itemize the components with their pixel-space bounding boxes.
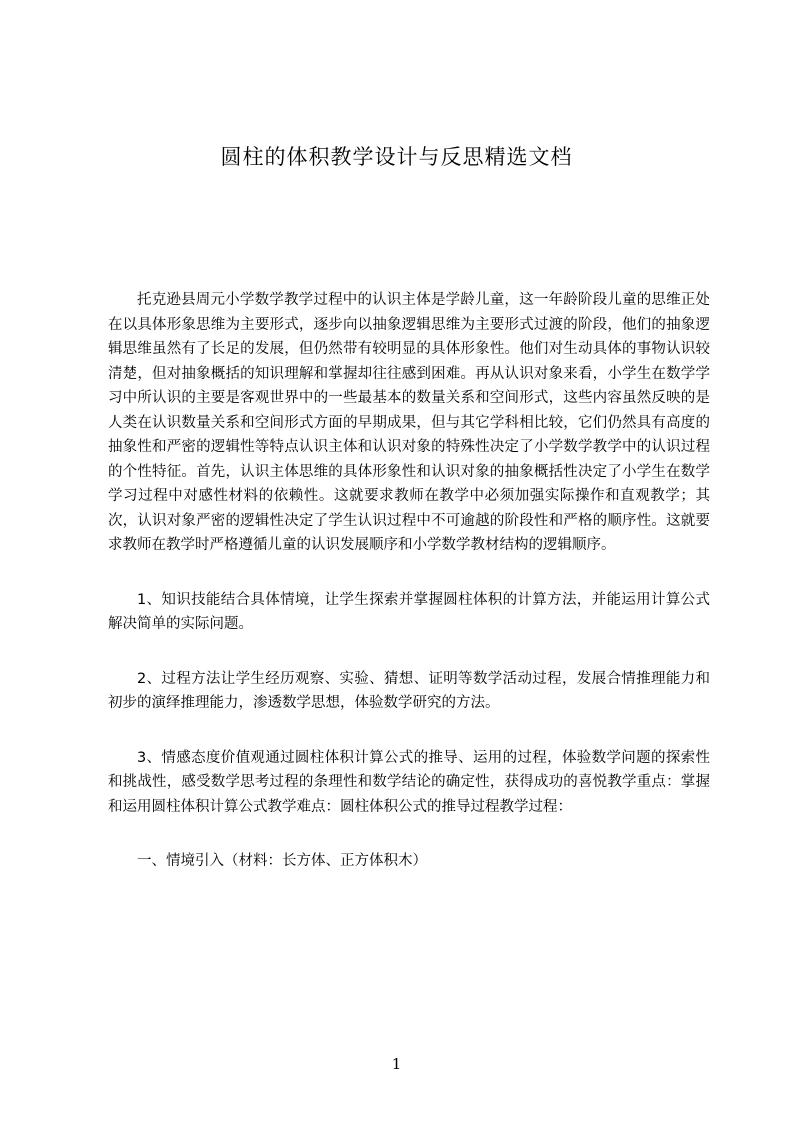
section-heading-intro: 一、情境引入（材料：长方体、正方体积木） xyxy=(137,853,427,869)
intro-paragraph: 托克逊县周元小学数学教学过程中的认识主体是学龄儿童，这一年龄阶段儿童的思维正处在以具体形象思维为主要形式，逐步向以抽象逻辑思维为主要形式过渡的阶段，他们的抽象逻辑思维虽然有了长足的发展，但仍然带有较明显的具体形象性。他们对生动具体的事物认识较清楚，但对抽象概括的知识理解和掌握却往往感到困难。再从认识对象来看，小学生在数学学习中所认识的主要是客观世界中的一些最基本的数量关系和空间形式，这些内容虽然反映的是人类在认识数量关系和空间形式方面的早期成果，但与其它学科相比较，它们仍然具有高度的抽象性和严密的逻辑性等特点认识主体和认识对象的特殊性决定了小学数学教学中的认识过程的个性特征。首先，认识主体思维的具体形象性和认识对象的抽象概括性决定了小学生在数学学习过程中对感性材料的依赖性。这就要求教师在教学中必须加强实际操作和直观教学；其次，认识对象严密的逻辑性决定了学生认识过程中不可逾越的阶段性和严格的顺序性。这就要求教师在教学时严格遵循儿童的认识发展顺序和小学数学教材结构的逻辑顺序。 xyxy=(108,292,710,553)
objective-process-paragraph: 2、过程方法让学生经历观察、实验、猜想、证明等数学活动过程，发展合情推理能力和初步的演绎推理能力，渗透数学思想，体验数学研究的方法。 xyxy=(108,670,710,711)
document-title: 圆柱的体积教学设计与反思精选文档 xyxy=(220,145,573,169)
paragraph-gap xyxy=(108,558,710,588)
paragraph-gap xyxy=(108,819,710,849)
objective-emotion-paragraph: 3、情感态度价值观通过圆柱体积计算公式的推导、运用的过程，体验数学问题的探索性和挑战性，感受数学思考过程的条理性和数学结论的确定性，获得成功的喜悦教学重点：掌握和运用圆柱体积计算公式教学难点：圆柱体积公式的推导过程教学过程： xyxy=(108,749,710,815)
paragraph-gap xyxy=(108,637,710,667)
paragraph-gap xyxy=(108,716,710,746)
page-number: 1 xyxy=(391,1055,402,1073)
document-body xyxy=(108,288,710,874)
objective-knowledge-paragraph: 1、知识技能结合具体情境，让学生探索并掌握圆柱体积的计算方法，并能运用计算公式解决简单的实际问题。 xyxy=(108,591,710,632)
